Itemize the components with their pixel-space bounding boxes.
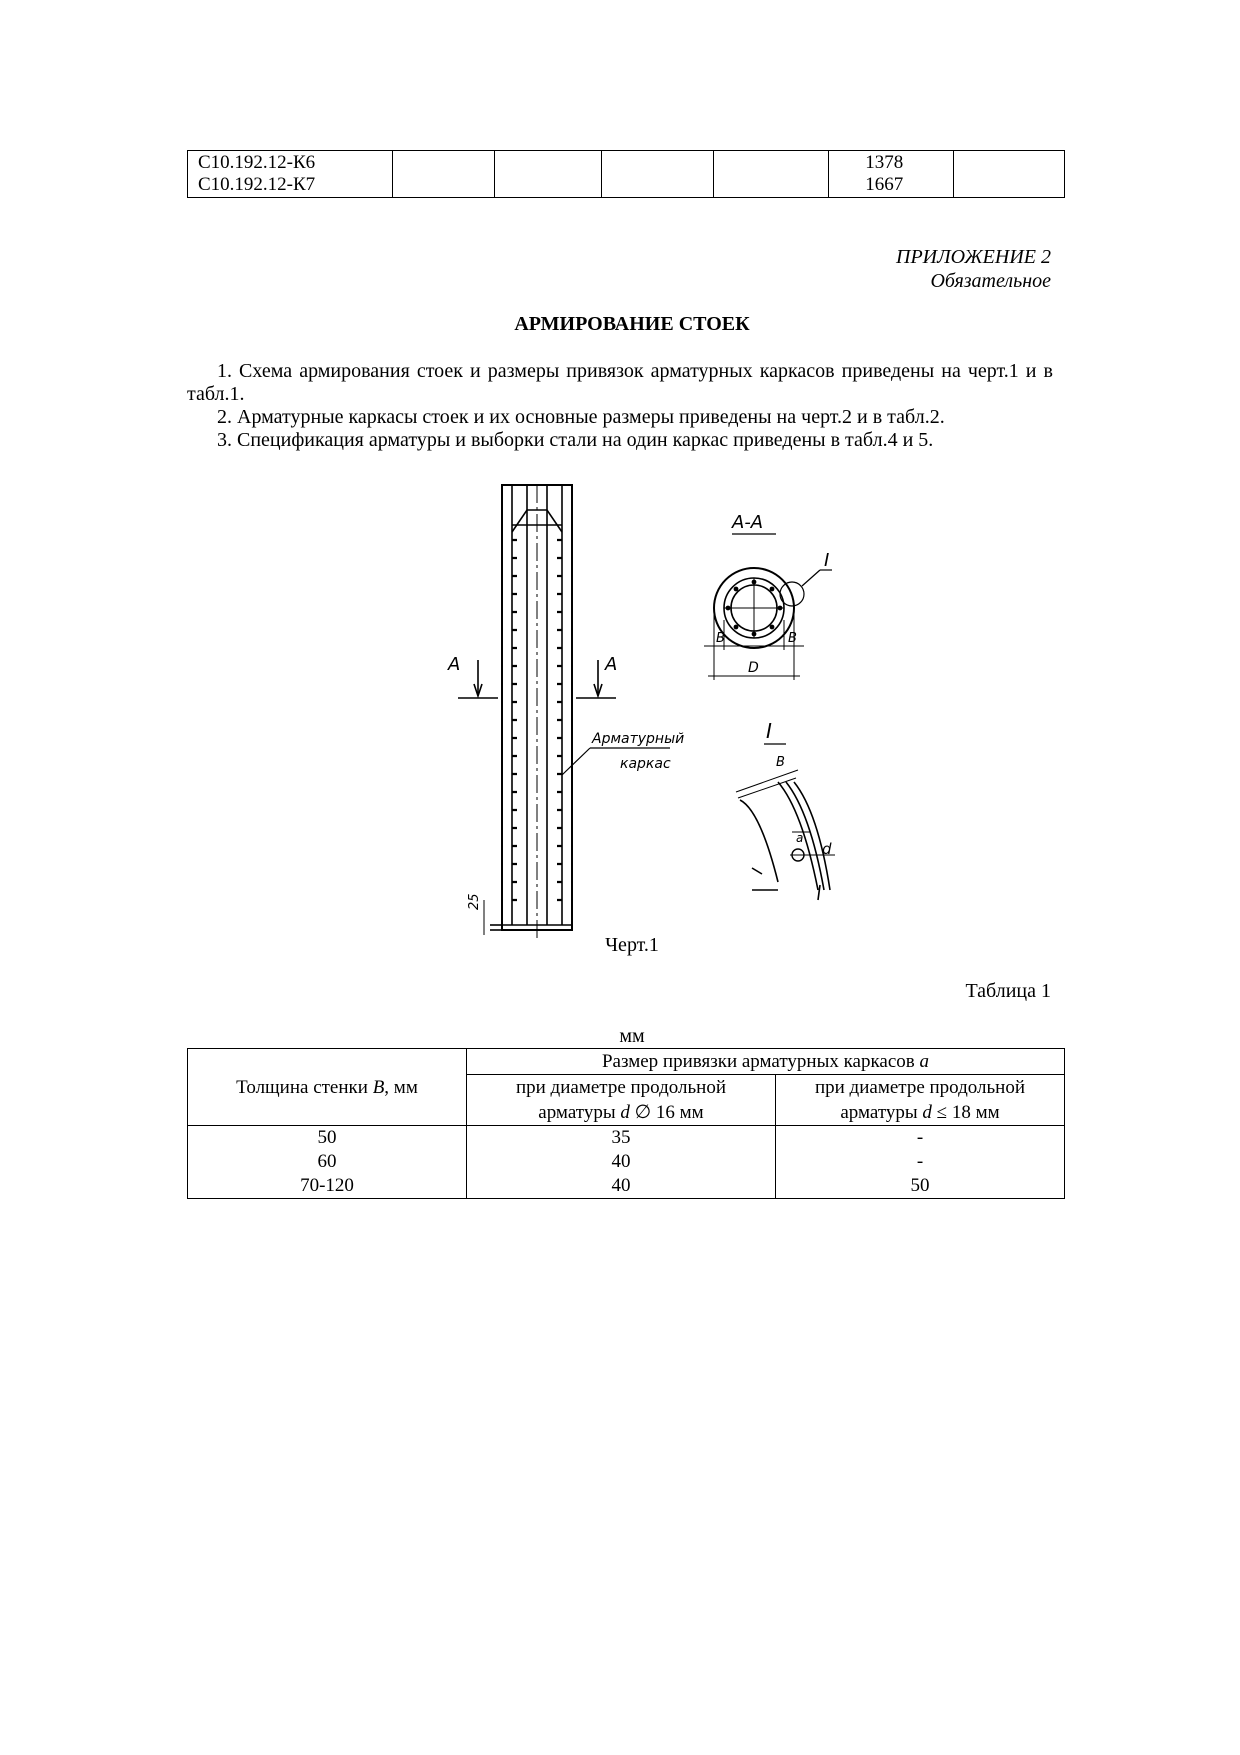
paragraphs (187, 360, 1053, 452)
table-cell (495, 151, 602, 198)
paragraph-2: 2. Арматурные каркасы стоек и их основные размеры приведены на черт.2 и в табл.2. (217, 406, 945, 428)
table-row (188, 151, 1065, 198)
appendix-status: Обязательное (930, 270, 1051, 292)
table-1 (187, 1048, 1065, 1199)
dim-d-lower: d (822, 840, 832, 858)
figure-caption: Черт.1 (605, 934, 659, 956)
table-cell-mark (188, 151, 393, 198)
mark-k6: С10.192.12-К6 (198, 152, 316, 173)
mark-k7: С10.192.12-К7 (198, 174, 316, 195)
paragraph-3: 3. Спецификация арматуры и выборки стали на один каркас приведены в табл.4 и 5. (217, 429, 934, 451)
spiral-ticks-left (512, 540, 517, 900)
header-diam-18: при диаметре продольной арматуры d ≤ 18 мм (776, 1075, 1065, 1126)
frame-label-1: Арматурный (592, 731, 685, 747)
value-k7: 1667 (865, 174, 904, 195)
top-table (187, 150, 1065, 198)
table-cell (713, 151, 828, 198)
table-cell-value (829, 151, 953, 198)
detail-i (736, 770, 835, 900)
reinforcement-drawing (440, 470, 870, 940)
cell-a16: 35 (467, 1126, 776, 1151)
section-aa (704, 568, 832, 680)
header-anchor-size: Размер привязки арматурных каркасов a (467, 1049, 1065, 1075)
dim-b-right: В (788, 631, 797, 646)
detail-title: I (766, 719, 772, 743)
table-header-row (188, 1049, 1065, 1075)
section-label-left: А (448, 654, 461, 675)
table-row (188, 1150, 1065, 1174)
paragraph-1: 1. Схема армирования стоек и размеры привязок арматурных каркасов приведены на черт.1 и в табл.1. (187, 360, 1053, 405)
cell-a16: 40 (467, 1174, 776, 1199)
appendix-heading (896, 245, 1051, 293)
dim-d-upper: D (748, 660, 759, 676)
appendix-label: ПРИЛОЖЕНИЕ 2 (896, 246, 1051, 268)
table-label: Таблица 1 (965, 980, 1051, 1002)
dim-b-detail: В (776, 755, 785, 770)
cell-a18: - (776, 1126, 1065, 1151)
table-cell (953, 151, 1064, 198)
table-cell (601, 151, 713, 198)
cell-b: 60 (188, 1150, 467, 1174)
header-diam-16: при диаметре продольной арматуры d ∅ 16 мм (467, 1075, 776, 1126)
section-aa-title: А-А (732, 512, 764, 533)
dim-b-left: В (716, 631, 725, 646)
section-marker-left (458, 660, 498, 698)
cell-a16: 40 (467, 1150, 776, 1174)
section-label-right: А (605, 654, 618, 675)
cell-a18: - (776, 1150, 1065, 1174)
cell-a18: 50 (776, 1174, 1065, 1199)
section-title: АРМИРОВАНИЕ СТОЕК (514, 313, 750, 335)
frame-label-2: каркас (620, 756, 671, 772)
dim-a-detail: а (796, 831, 804, 845)
header-wall-thickness: Толщина стенки B, мм (188, 1049, 467, 1126)
cell-b: 70-120 (188, 1174, 467, 1199)
spiral-ticks-right (557, 540, 562, 900)
detail-mark: I (824, 550, 830, 571)
dim-25-label: 25 (467, 893, 482, 910)
cell-b: 50 (188, 1126, 467, 1151)
column-elevation (490, 485, 572, 940)
table-row (188, 1126, 1065, 1151)
table-unit: мм (619, 1025, 645, 1047)
value-k6: 1378 (865, 152, 904, 173)
table-cell (393, 151, 495, 198)
table-row (188, 1174, 1065, 1199)
